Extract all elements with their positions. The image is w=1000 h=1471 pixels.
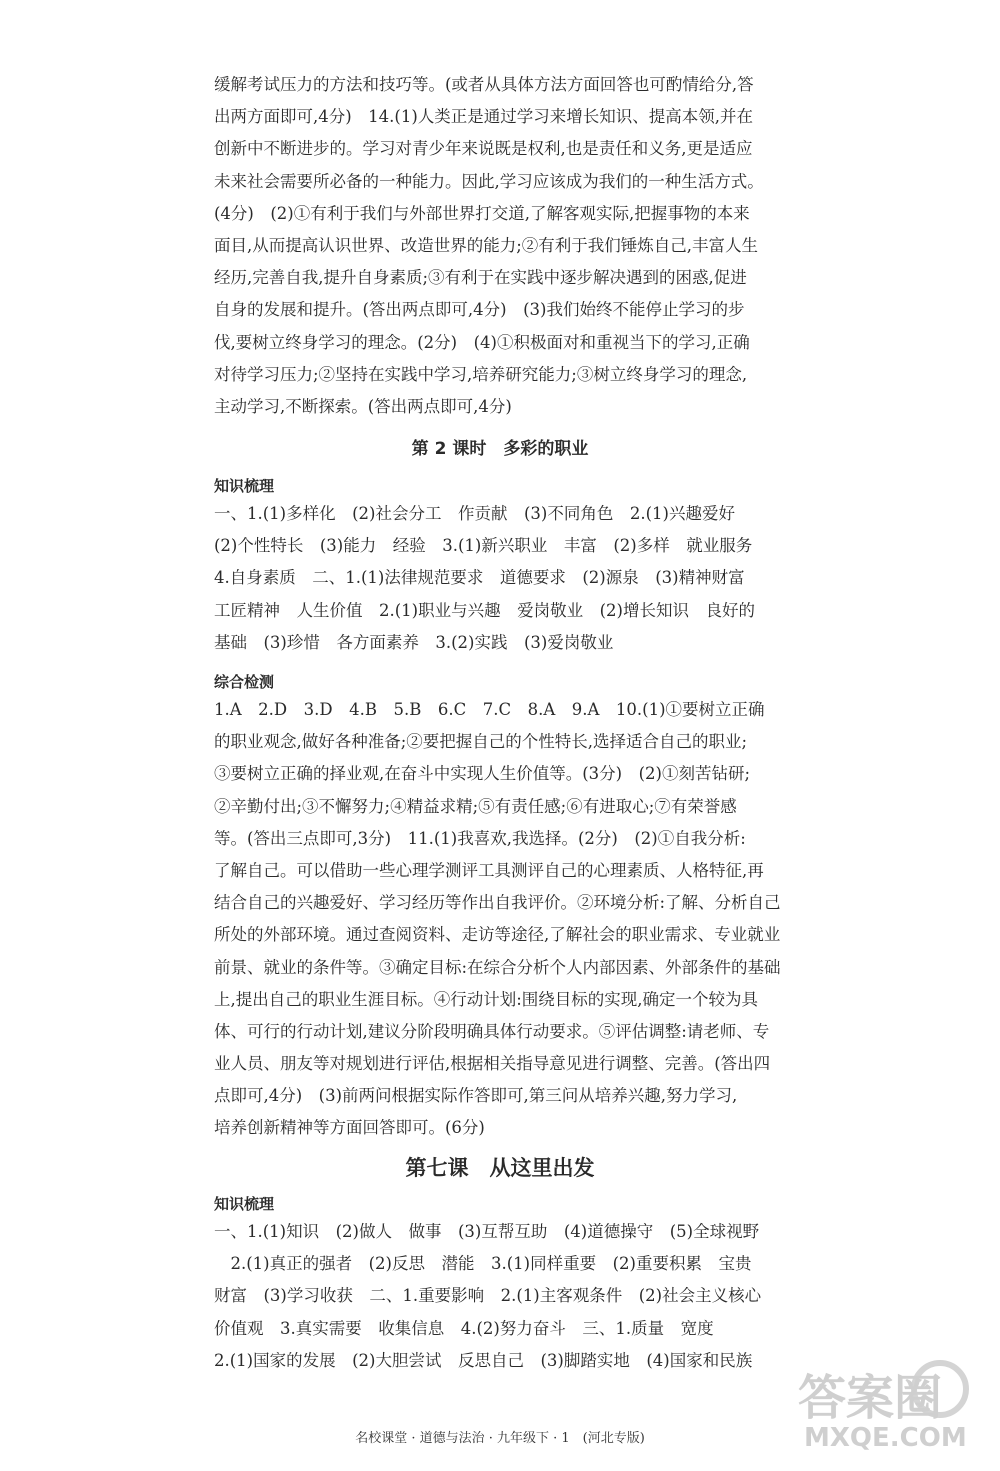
lesson2-test-line: 培养创新精神等方面回答即可。(6分) bbox=[214, 1118, 485, 1138]
lesson7-knowledge-line: 财富 (3)学习收获 二、1.重要影响 2.(1)主客观条件 (2)社会主义核心 bbox=[214, 1286, 762, 1306]
lesson7-knowledge-heading: 知识梳理 bbox=[214, 1195, 275, 1213]
intro-line: (4分) (2)①有利于我们与外部世界打交道,了解客观实际,把握事物的本来 bbox=[214, 203, 750, 223]
lesson2-knowledge-line: 4.自身素质 二、1.(1)法律规范要求 道德要求 (2)源泉 (3)精神财富 bbox=[214, 568, 745, 588]
lesson7-knowledge-line: 2.(1)国家的发展 (2)大胆尝试 反思自己 (3)脚踏实地 (4)国家和民族 bbox=[214, 1350, 753, 1370]
intro-answer-block bbox=[214, 69, 804, 423]
intro-line: 缓解考试压力的方法和技巧等。(或者从具体方法方面回答也可酌情给分,答 bbox=[214, 75, 754, 94]
lesson2-test-line: ②辛勤付出;③不懈努力;④精益求精;⑤有责任感;⑥有进取心;⑦有荣誉感 bbox=[214, 796, 737, 816]
lesson2-title: 第 2 课时 多彩的职业 bbox=[411, 439, 589, 459]
lesson2-test-line: 点即可,4分) (3)前两问根据实际作答即可,第三问从培养兴趣,努力学习, bbox=[214, 1086, 738, 1106]
lesson7-knowledge-line: 一、1.(1)知识 (2)做人 做事 (3)互帮互助 (4)道德操守 (5)全球视野 bbox=[214, 1222, 760, 1241]
lesson2-test-line: 的职业观念,做好各种准备;②要把握自己的个性特长,选择适合自己的职业; bbox=[214, 732, 748, 752]
lesson7-knowledge-line: 2.(1)真正的强者 (2)反思 潜能 3.(1)同样重要 (2)重要积累 宝贵 bbox=[214, 1254, 752, 1274]
lesson2-test-block bbox=[214, 694, 804, 1145]
intro-line: 面目,从而提高认识世界、改造世界的能力;②有利于我们锤炼自己,丰富人生 bbox=[214, 235, 759, 255]
lesson7-knowledge-block bbox=[214, 1216, 804, 1377]
lesson2-test-line: ③要树立正确的择业观,在奋斗中实现人生价值等。(3分) (2)①刻苦钻研; bbox=[214, 764, 751, 784]
lesson2-test-line: 上,提出自己的职业生涯目标。④行动计划:围绕目标的实现,确定一个较为具 bbox=[214, 989, 759, 1009]
lesson2-knowledge-line: (2)个性特长 (3)能力 经验 3.(1)新兴职业 丰富 (2)多样 就业服务 bbox=[214, 536, 753, 556]
intro-line: 主动学习,不断探索。(答出两点即可,4分) bbox=[214, 396, 512, 416]
lesson7-title: 第七课 从这里出发 bbox=[405, 1156, 595, 1180]
lesson2-knowledge-line: 基础 (3)珍惜 各方面素养 3.(2)实践 (3)爱岗敬业 bbox=[214, 632, 614, 652]
lesson2-knowledge-line: 工匠精神 人生价值 2.(1)职业与兴趣 爱岗敬业 (2)增长知识 良好的 bbox=[214, 600, 755, 620]
lesson2-test-line: 业人员、朋友等对规划进行评估,根据相关指导意见进行调整、完善。(答出四 bbox=[214, 1054, 771, 1074]
intro-line: 出两方面即可,4分) 14.(1)人类正是通过学习来增长知识、提高本领,并在 bbox=[214, 107, 754, 127]
lesson2-test-line: 了解自己。可以借助一些心理学测评工具测评自己的心理素质、人格特征,再 bbox=[214, 860, 764, 880]
lesson2-knowledge-heading: 知识梳理 bbox=[214, 477, 275, 495]
lesson2-knowledge-line: 一、1.(1)多样化 (2)社会分工 作贡献 (3)不同角色 2.(1)兴趣爱好 bbox=[214, 504, 735, 523]
watermark-url-text: MXQE.COM bbox=[804, 1423, 967, 1453]
lesson2-test-heading: 综合检测 bbox=[214, 673, 275, 691]
lesson2-test-line: 体、可行的行动计划,建议分阶段明确具体行动要求。⑤评估调整:请老师、专 bbox=[214, 1021, 770, 1041]
intro-line: 对待学习压力;②坚持在实践中学习,培养研究能力;③树立终身学习的理念, bbox=[214, 364, 748, 384]
lesson2-test-line: 所处的外部环境。通过查阅资料、走访等途径,了解社会的职业需求、专业就业 bbox=[214, 925, 781, 945]
intro-line: 未来社会需要所必备的一种能力。因此,学习应该成为我们的一种生活方式。 bbox=[214, 171, 764, 191]
lesson7-knowledge-line: 价值观 3.真实需要 收集信息 4.(2)努力奋斗 三、1.质量 宽度 bbox=[214, 1318, 714, 1338]
lesson2-test-line: 前景、就业的条件等。③确定目标:在综合分析个人内部因素、外部条件的基础 bbox=[214, 957, 781, 977]
intro-line: 自身的发展和提升。(答出两点即可,4分) (3)我们始终不能停止学习的步 bbox=[214, 300, 745, 320]
lesson2-test-line: 结合自己的兴趣爱好、学习经历等作出自我评价。②环境分析:了解、分析自己 bbox=[214, 893, 781, 913]
intro-line: 经历,完善自我,提升自身素质;③有利于在实践中逐步解决遇到的困惑,促进 bbox=[214, 268, 747, 288]
intro-line: 伐,要树立终身学习的理念。(2分) (4)①积极面对和重视当下的学习,正确 bbox=[214, 332, 750, 352]
intro-line: 创新中不断进步的。学习对青少年来说既是权利,也是责任和义务,更是适应 bbox=[214, 139, 753, 159]
page-footer: 名校课堂 · 道德与法治 · 九年级下 · 1 (河北专版) bbox=[355, 1431, 645, 1446]
watermark-logo bbox=[790, 1351, 980, 1461]
watermark-logo-text: 答案圈 bbox=[798, 1370, 943, 1426]
lesson2-test-line: 1.A 2.D 3.D 4.B 5.B 6.C 7.C 8.A 9.A 10.(1)①要树立正确 bbox=[214, 700, 765, 719]
lesson2-knowledge-block bbox=[214, 498, 804, 659]
lesson2-test-line: 等。(答出三点即可,3分) 11.(1)我喜欢,我选择。(2分) (2)①自我分析: bbox=[214, 828, 746, 848]
